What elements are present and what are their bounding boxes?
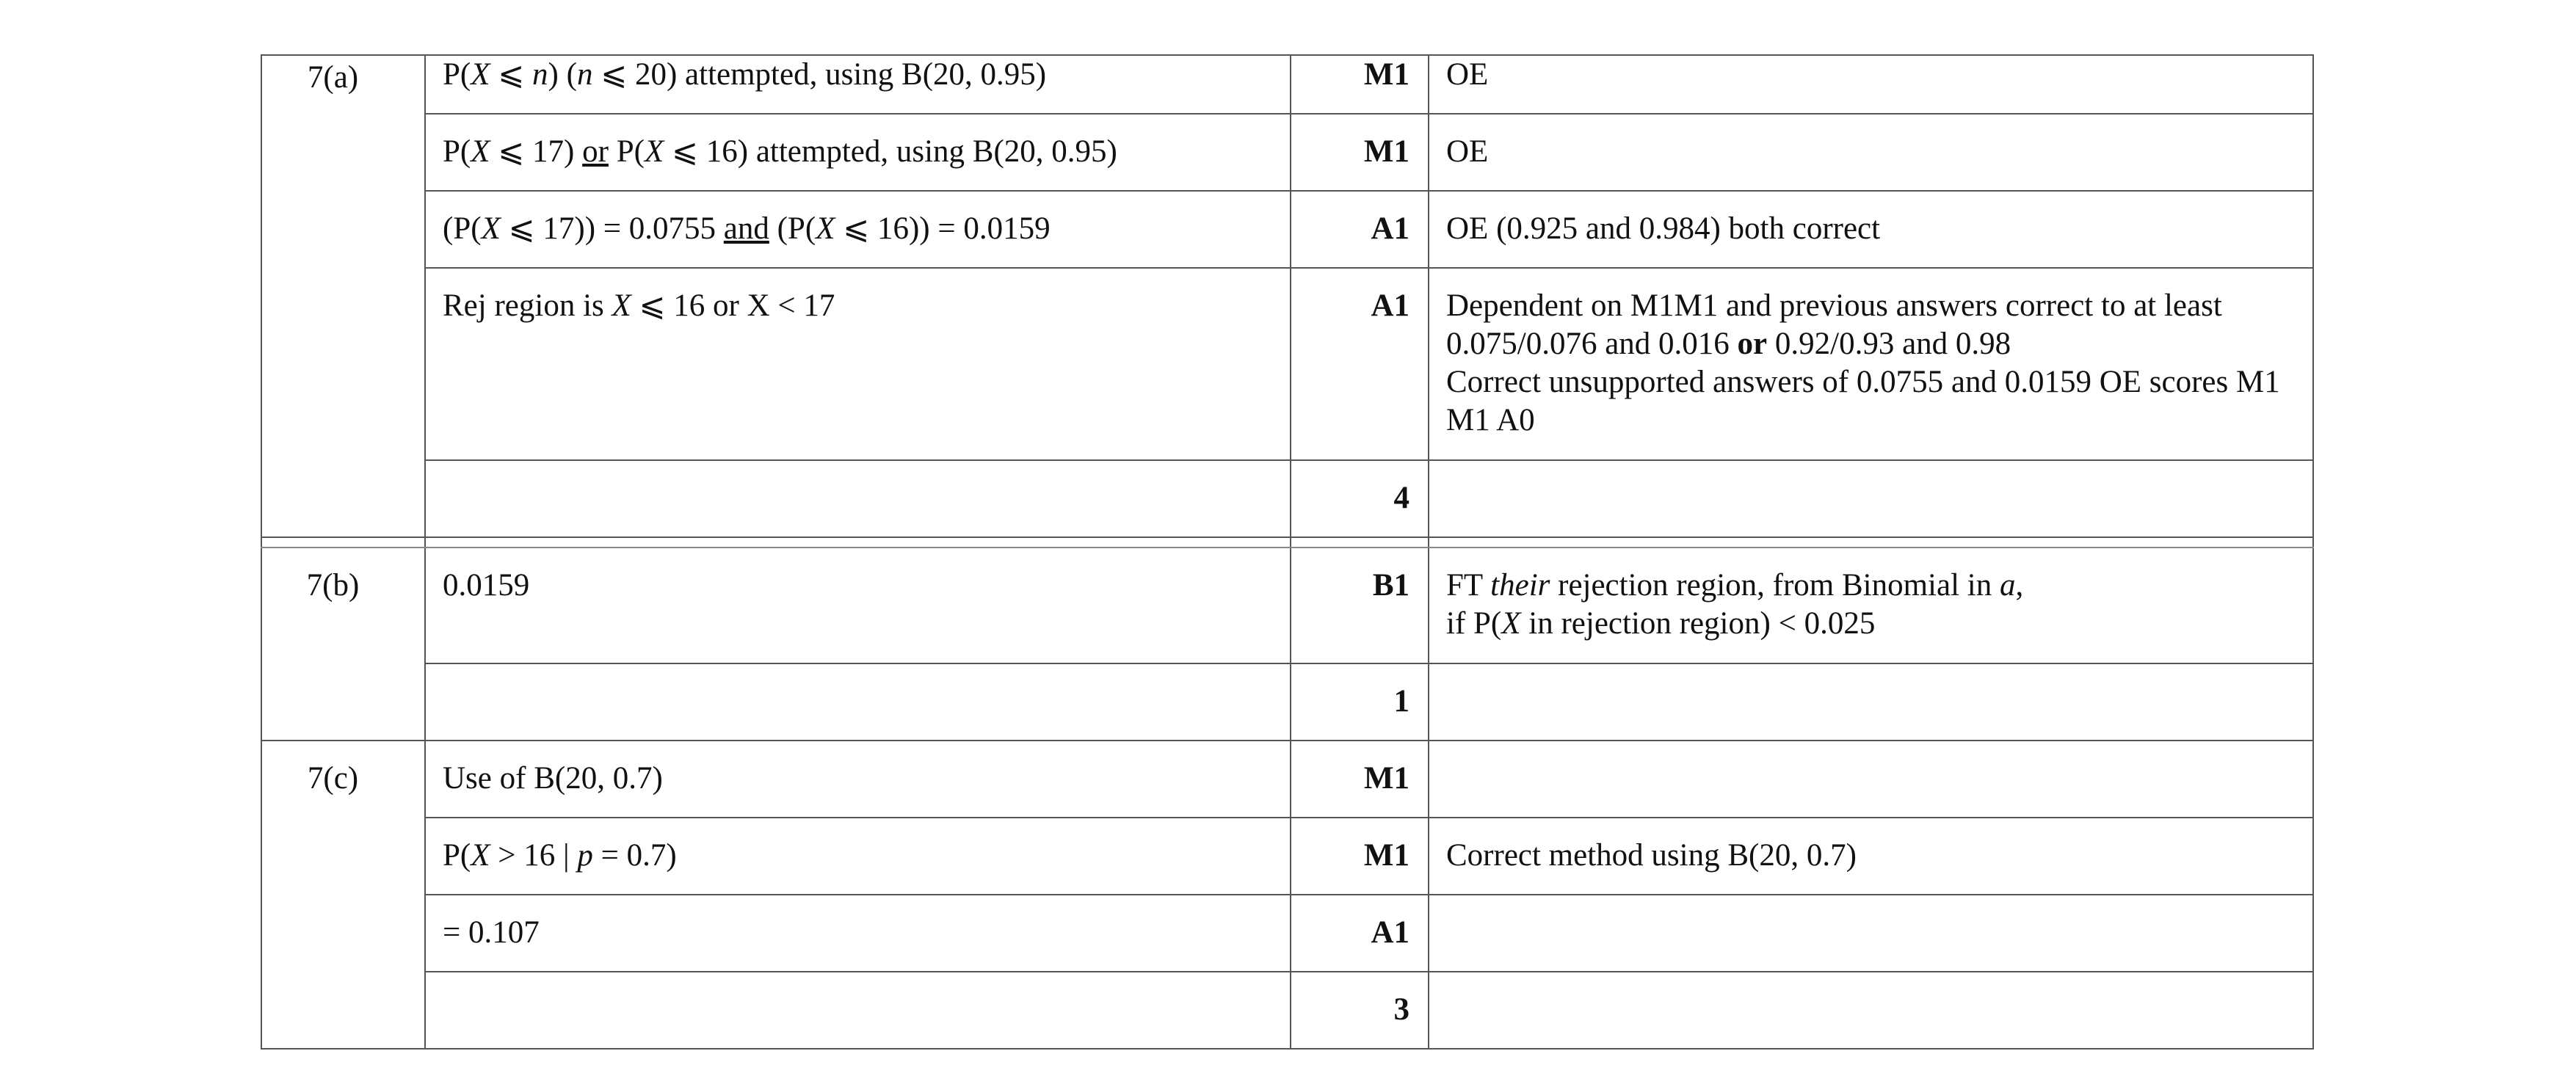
text-run: ⩽ 16) attempted, using B(20, 0.95) (664, 134, 1117, 169)
guidance-cell (1429, 972, 2313, 1049)
question-number-cell (261, 55, 425, 537)
italic-run: X (612, 288, 631, 323)
mark-code: 3 (1393, 992, 1409, 1027)
mark-code: B1 (1372, 568, 1409, 603)
text-run: ⩽ 16)) = 0.0159 (835, 211, 1051, 246)
mark-code: M1 (1363, 838, 1409, 873)
guidance-text (1446, 192, 2312, 248)
mark-cell (1291, 114, 1429, 191)
answer-text (443, 461, 1290, 479)
guidance-text (1446, 114, 2312, 171)
mark-cell (1291, 55, 1429, 114)
separator-cell (1429, 537, 2313, 548)
answer-text (443, 548, 1290, 605)
italic-run: n (576, 57, 593, 92)
text-run: ⩽ 20) attempted, using B(20, 0.95) (592, 57, 1047, 92)
answer-text (443, 664, 1290, 683)
text-run: 0.0159 (443, 568, 530, 603)
mark-scheme-row (261, 268, 2313, 460)
mark-cell (1291, 268, 1429, 460)
question-number-cell (261, 548, 425, 741)
guidance-text (1446, 895, 2312, 914)
mark-scheme-row (261, 895, 2313, 972)
question-number: 7(b) (306, 568, 360, 603)
italic-run: X (481, 211, 501, 246)
text-run: if P( (1446, 606, 1502, 641)
guidance-text (1446, 269, 2312, 440)
guidance-cell (1429, 191, 2313, 268)
answer-cell (425, 972, 1291, 1049)
mark-scheme-row (261, 663, 2313, 741)
italic-run: X (471, 134, 490, 169)
answer-text (443, 972, 1290, 991)
text-run: ) ( (548, 57, 577, 92)
mark-scheme-row (261, 460, 2313, 537)
italic-run: X (471, 57, 490, 92)
italic-run: their (1490, 568, 1550, 603)
mark-scheme-body (261, 55, 2313, 1049)
text-run: , (2015, 568, 2024, 603)
guidance-text (1446, 741, 2312, 760)
text-run: Dependent on M1M1 and previous answers correct to at least 0.075/0.076 and 0.016 (1446, 288, 2222, 361)
guidance-text (1446, 664, 2312, 683)
separator-cell (1291, 537, 1429, 548)
text-run: ⩽ 17)) = 0.0755 (500, 211, 724, 246)
question-number: 7(a) (307, 60, 359, 95)
mark-scheme-row (261, 114, 2313, 191)
text-run: ⩽ 16 or X < 17 (631, 288, 835, 323)
answer-text (443, 741, 1290, 798)
italic-run: X (1501, 606, 1521, 641)
mark-cell (1291, 663, 1429, 741)
answer-cell (425, 460, 1291, 537)
italic-run: a (1999, 568, 2016, 603)
text-run: Correct unsupported answers of 0.0755 and 0.0159 OE scores M1 M1 A0 (1446, 365, 2280, 437)
text-run: P( (443, 134, 471, 169)
guidance-text (1446, 972, 2312, 991)
mark-scheme-table (261, 54, 2314, 1050)
mark-code: A1 (1371, 288, 1409, 323)
answer-cell (425, 663, 1291, 741)
guidance-cell (1429, 663, 2313, 741)
mark-scheme-row (261, 972, 2313, 1049)
mark-scheme-row (261, 55, 2313, 114)
mark-code: M1 (1363, 134, 1409, 169)
question-number-cell (261, 741, 425, 1049)
italic-run: X (644, 134, 664, 169)
answer-cell (425, 741, 1291, 818)
answer-cell (425, 548, 1291, 663)
text-run: P( (443, 57, 471, 92)
mark-code: 1 (1393, 684, 1409, 719)
mark-code: A1 (1371, 211, 1409, 246)
mark-cell (1291, 895, 1429, 972)
mark-cell (1291, 972, 1429, 1049)
guidance-text (1446, 56, 2312, 94)
mark-code: M1 (1363, 57, 1409, 92)
mark-scheme-row (261, 548, 2313, 663)
answer-cell (425, 818, 1291, 895)
text-run: Use of B(20, 0.7) (443, 761, 663, 796)
answer-text (443, 56, 1290, 94)
guidance-cell (1429, 114, 2313, 191)
text-run: ⩽ (490, 57, 533, 92)
text-run: (P( (769, 211, 816, 246)
text-run: P( (443, 838, 471, 873)
guidance-cell (1429, 895, 2313, 972)
text-run: OE (0.925 and 0.984) both correct (1446, 211, 1881, 246)
answer-text (443, 269, 1290, 325)
italic-run: p (577, 838, 593, 873)
answer-cell (425, 55, 1291, 114)
answer-text (443, 818, 1290, 875)
guidance-cell (1429, 55, 2313, 114)
guidance-cell (1429, 741, 2313, 818)
text-run: = 0.7) (592, 838, 677, 873)
mark-cell (1291, 460, 1429, 537)
mark-scheme-row (261, 741, 2313, 818)
text-run: (P( (443, 211, 482, 246)
answer-cell (425, 895, 1291, 972)
bold-run: or (1737, 327, 1768, 361)
separator-cell (425, 537, 1291, 548)
mark-code: 4 (1393, 481, 1409, 515)
mark-cell (1291, 818, 1429, 895)
mark-code: A1 (1371, 915, 1409, 950)
answer-cell (425, 268, 1291, 460)
mark-cell (1291, 548, 1429, 663)
guidance-cell (1429, 818, 2313, 895)
separator-cell (261, 537, 425, 548)
guidance-text (1446, 548, 2312, 643)
section-separator (261, 537, 2313, 548)
mark-cell (1291, 191, 1429, 268)
mark-cell (1291, 741, 1429, 818)
text-run: > 16 | (490, 838, 578, 873)
guidance-cell (1429, 268, 2313, 460)
italic-run: n (532, 57, 548, 92)
mark-scheme-row (261, 818, 2313, 895)
text-run: OE (1446, 57, 1489, 92)
guidance-text (1446, 461, 2312, 479)
text-run: ⩽ 17) (490, 134, 583, 169)
guidance-text (1446, 818, 2312, 875)
text-run: FT (1446, 568, 1491, 603)
text-run: OE (1446, 134, 1489, 169)
underlined-run: and (723, 211, 769, 246)
text-run: P( (608, 134, 645, 169)
answer-cell (425, 191, 1291, 268)
text-run: Correct method using B(20, 0.7) (1446, 838, 1857, 873)
text-run: Rej region is (443, 288, 612, 323)
text-run: = 0.107 (443, 915, 540, 950)
text-run: in rejection region) < 0.025 (1520, 606, 1876, 641)
answer-text (443, 192, 1290, 248)
guidance-cell (1429, 548, 2313, 663)
mark-scheme-row (261, 191, 2313, 268)
guidance-cell (1429, 460, 2313, 537)
mark-code: M1 (1363, 761, 1409, 796)
answer-text (443, 895, 1290, 952)
answer-text (443, 114, 1290, 171)
question-number: 7(c) (307, 761, 359, 796)
italic-run: X (816, 211, 835, 246)
italic-run: X (471, 838, 490, 873)
text-run: rejection region, from Binomial in (1550, 568, 2000, 603)
answer-cell (425, 114, 1291, 191)
underlined-run: or (582, 134, 609, 169)
text-run: 0.92/0.93 and 0.98 (1767, 327, 2011, 361)
